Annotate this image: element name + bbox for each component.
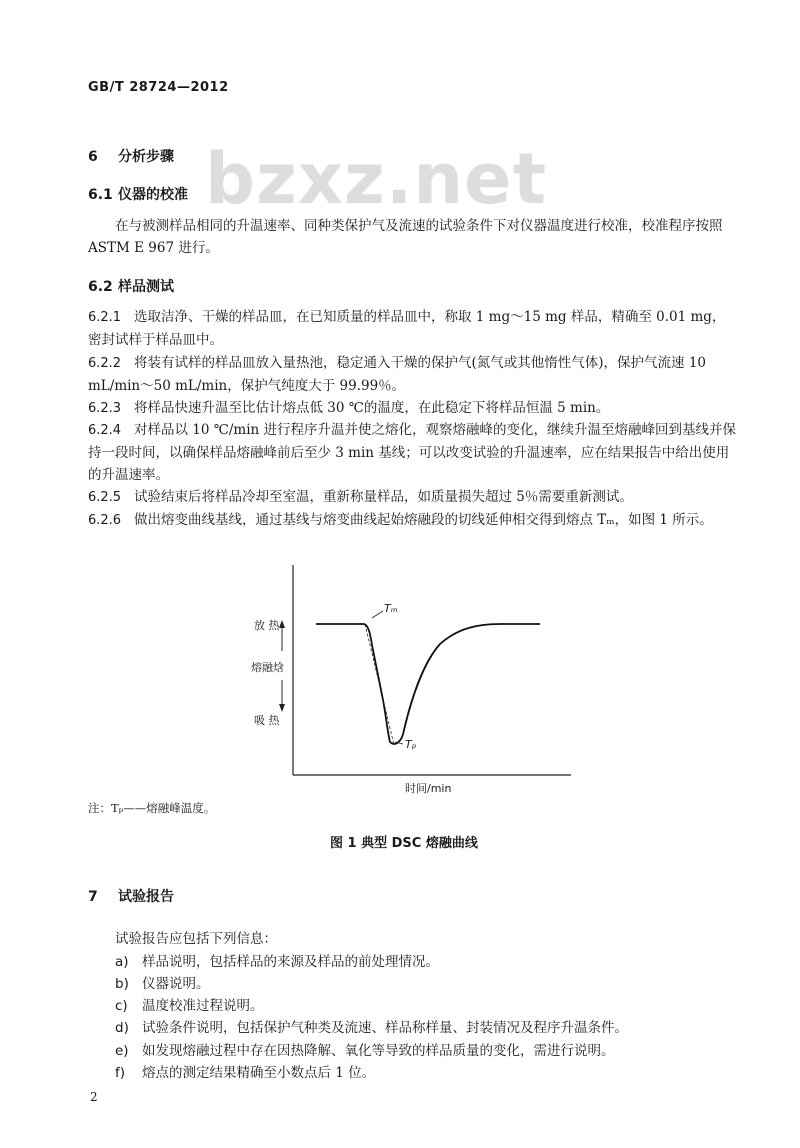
item-text: 仪器说明。 [142, 976, 210, 992]
item-marker: b) [115, 976, 129, 992]
report-item-b [115, 973, 210, 995]
clause-text: 将装有试样的样品皿放入量热池，稳定通入干燥的保护气(氮气或其他惰性气体)，保护气流速 10 mL/min～50 mL/min，保护气纯度大于 99.99％。 [88, 355, 707, 394]
item-marker: f) [115, 1065, 126, 1081]
report-item-f [115, 1062, 375, 1084]
figure-note: 注：Tₚ——熔融峰温度。 [88, 801, 216, 815]
down-arrow-head [279, 704, 285, 712]
dsc-curve [316, 624, 540, 744]
item-text: 熔点的测定结果精确至小数点后 1 位。 [142, 1065, 376, 1081]
figure-caption: 图 1 典型 DSC 熔融曲线 [330, 836, 478, 851]
clause-text: 选取洁净、干燥的样品皿，在已知质量的样品皿中，称取 1 mg～15 mg 样品，精确至 0.01 mg，密封试样于样品皿中。 [88, 309, 726, 348]
section-title: 仪器的校准 [118, 187, 188, 203]
section-title: 样品测试 [118, 279, 174, 295]
clause-number: 6.2.4 [88, 423, 122, 438]
section-6-1-text: 在与被测样品相同的升温速率、同种类保护气及流速的试验条件下对仪器温度进行校准，校准程序按照 ASTM E 967 进行。 [88, 218, 723, 256]
section-number: 6.1 [88, 187, 113, 203]
clause-number: 6.2.5 [88, 490, 122, 505]
item-text: 试验条件说明，包括保护气种类及流速、样品称样量、封装情况及程序升温条件。 [142, 1020, 628, 1036]
clause-number: 6.2.6 [88, 513, 122, 528]
section-title: 试验报告 [118, 889, 174, 905]
clause-number: 6.2.2 [88, 356, 122, 371]
tm-leader-line [372, 611, 383, 618]
section-number: 6.2 [88, 279, 113, 295]
standard-number: GB/T 28724—2012 [88, 80, 229, 95]
label-tp: Tₚ [405, 738, 417, 751]
item-text: 温度校准过程说明。 [142, 998, 264, 1014]
item-marker: c) [115, 998, 128, 1014]
section-title: 分析步骤 [118, 149, 174, 165]
clause-text: 将样品快速升温至比估计熔点低 30 ℃的温度，在此稳定下将样品恒温 5 min。 [134, 400, 610, 416]
section-7-heading [88, 886, 174, 906]
label-tm: Tₘ [384, 602, 398, 615]
report-item-a [115, 951, 439, 973]
clause-text: 做出熔变曲线基线，通过基线与熔变曲线起始熔融段的切线延伸相交得到熔点 Tₘ，如图 1 所示。 [134, 512, 713, 528]
label-endothermic: 吸 热 [254, 714, 280, 727]
item-marker: d) [115, 1020, 129, 1036]
report-item-e [115, 1040, 615, 1062]
section-number: 6 [88, 149, 98, 165]
clause-number: 6.2.3 [88, 401, 122, 416]
x-axis-label: 时间/min [405, 782, 452, 795]
item-marker: e) [115, 1043, 129, 1059]
clause-number: 6.2.1 [88, 310, 122, 325]
watermark: bzxz.net [205, 138, 548, 220]
clause-text: 对样品以 10 ℃/min 进行程序升温并使之熔化，观察熔融峰的变化，继续升温至熔融峰回到基线并保持一段时间，以确保样品熔融峰前后至少 3 min 基线；可以改变试验的升温速率，应在结果报告中给出使用的升温速率。 [88, 422, 737, 483]
item-text: 如发现熔融过程中存在因热降解、氧化等导致的样品质量的变化，需进行说明。 [142, 1043, 615, 1059]
item-marker: a) [115, 954, 129, 970]
clause-text: 试验结束后将样品冷却至室温，重新称量样品，如质量损失超过 5％需要重新测试。 [134, 489, 633, 505]
page-number: 2 [90, 1090, 98, 1104]
section-number: 7 [88, 889, 98, 905]
item-text: 样品说明，包括样品的来源及样品的前处理情况。 [142, 954, 439, 970]
report-item-c [115, 995, 264, 1017]
label-enthalpy: 熔融焓 [251, 661, 284, 674]
label-exothermic: 放 热 [254, 619, 280, 632]
report-item-d [115, 1017, 628, 1039]
report-intro: 试验报告应包括下列信息： [115, 931, 277, 947]
